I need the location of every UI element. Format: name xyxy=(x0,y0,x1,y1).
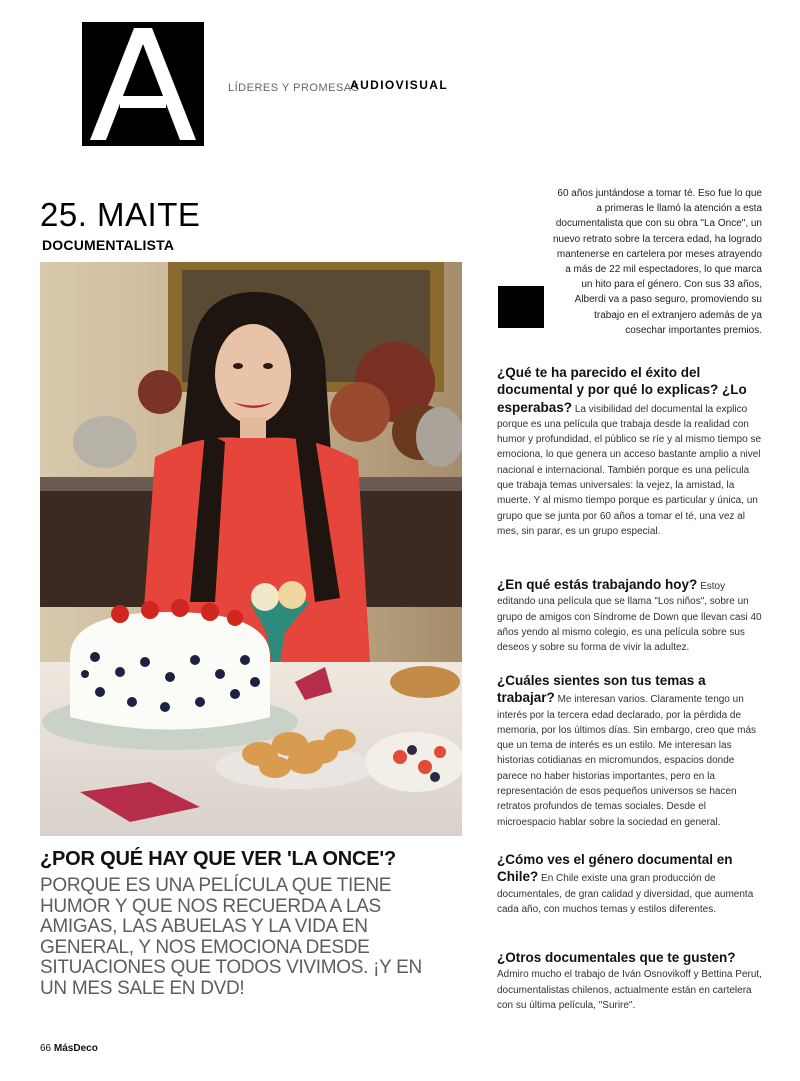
qa-question: ¿Cuáles sientes son tus temas a trabajar? xyxy=(497,673,706,706)
magazine-name: MásDeco xyxy=(53,1043,98,1054)
intro-paragraph: 60 años juntándose a tomar té. Eso fue lo que a primeras le llamó la atención a esta documentalista que con su obra "La Once", un nuevo retrato sobre la tercera edad, ha logrado mantenerse en cartelera por meses atrayendo a más de 22 mil espectadores, lo que marca un hito para el género. Con sus 33 años, Alberdi va a paso seguro, promoviendo su trabajo en el extranjero además de ya cosechar importantes premios. xyxy=(552,188,762,336)
pull-quote-question: ¿POR QUÉ HAY QUE VER 'LA ONCE'? xyxy=(40,848,396,870)
section-subtitle: LÍDERES Y PROMESAS xyxy=(228,82,360,94)
qa-item xyxy=(497,950,763,1013)
qa-answer: Admiro mucho el trabajo de Iván Osnovikoff y Bettina Perut, documentalistas chilenos, actualmente están en cartelera con su última película, "Surire". xyxy=(497,969,762,1011)
page-number: 66 xyxy=(40,1043,52,1054)
qa-item xyxy=(497,577,763,655)
intro-square-mark xyxy=(498,286,544,328)
portrait-photo xyxy=(40,262,462,836)
qa-question: ¿Otros documentales que te gusten? xyxy=(497,950,736,965)
section-letter-a xyxy=(82,22,204,146)
article-title: 25. MAITE xyxy=(40,196,201,233)
qa-question: ¿En qué estás trabajando hoy? xyxy=(497,577,698,592)
section-name: AUDIOVISUAL xyxy=(350,78,449,92)
qa-answer: Me interesan varios. Claramente tengo un interés por la tercera edad declarado, por la pérdida de memoria, por los últimos días. Sin embargo, creo que más que un tema de interés es un estilo. Me interesan las historias cotidianas en micromundos, espacios donde parece no haber historias importantes, pero en la representación de esos pequeños universos se hacen retratos profundos de temas sociales. Desde el microespacio hablar sobre la sociedad en general. xyxy=(497,694,756,828)
pull-quote-answer: PORQUE ES UNA PELÍCULA QUE TIENE HUMOR Y QUE NOS RECUERDA A LAS AMIGAS, LAS ABUELAS Y LA VIDA EN GENERAL, Y NOS EMOCIONA DESDE SITUACIONES QUE TODOS VIVIMOS. ¡Y EN UN MES SALE EN DVD! xyxy=(40,875,422,999)
qa-question: ¿Qué te ha parecido el éxito del documental y por qué lo explicas? ¿Lo esperabas? xyxy=(497,365,747,415)
qa-answer: Estoy editando una película que se llama "Los niños", sobre un grupo de amigos con Síndrome de Down que llevan casi 40 años yendo al mismo colegio, es una película sobre sus deseos y sobre su forma de vivir la adultez. xyxy=(497,581,762,654)
section-letter-block xyxy=(82,22,204,146)
qa-answer: En Chile existe una gran producción de documentales, de gran calidad y diversidad, que aumenta cada año, con muchos temas y estilos diferentes. xyxy=(497,873,754,915)
article-subtitle: DOCUMENTALISTA xyxy=(42,237,175,253)
page-footer xyxy=(40,1043,98,1054)
qa-answer: La visibilidad del documental la explico porque es una película que trabaja desde la realidad con humor y profundidad, el público se ríe y al mismo tiempo se emociona, lo que genera un acceso bastante amplio a nivel nacional e internacional. También porque es una película que trabaja temas universales: la vejez, la amistad, la muerte. Y al mismo tiempo porque es particular y única, un grupo que se junta por 60 años a tomar el té, una vez al mes, sin parar, es un grupo especial. xyxy=(497,403,762,537)
qa-item xyxy=(497,365,763,539)
qa-item xyxy=(497,673,763,830)
qa-item xyxy=(497,852,763,917)
qa-question: ¿Cómo ves el género documental en Chile? xyxy=(497,852,733,885)
